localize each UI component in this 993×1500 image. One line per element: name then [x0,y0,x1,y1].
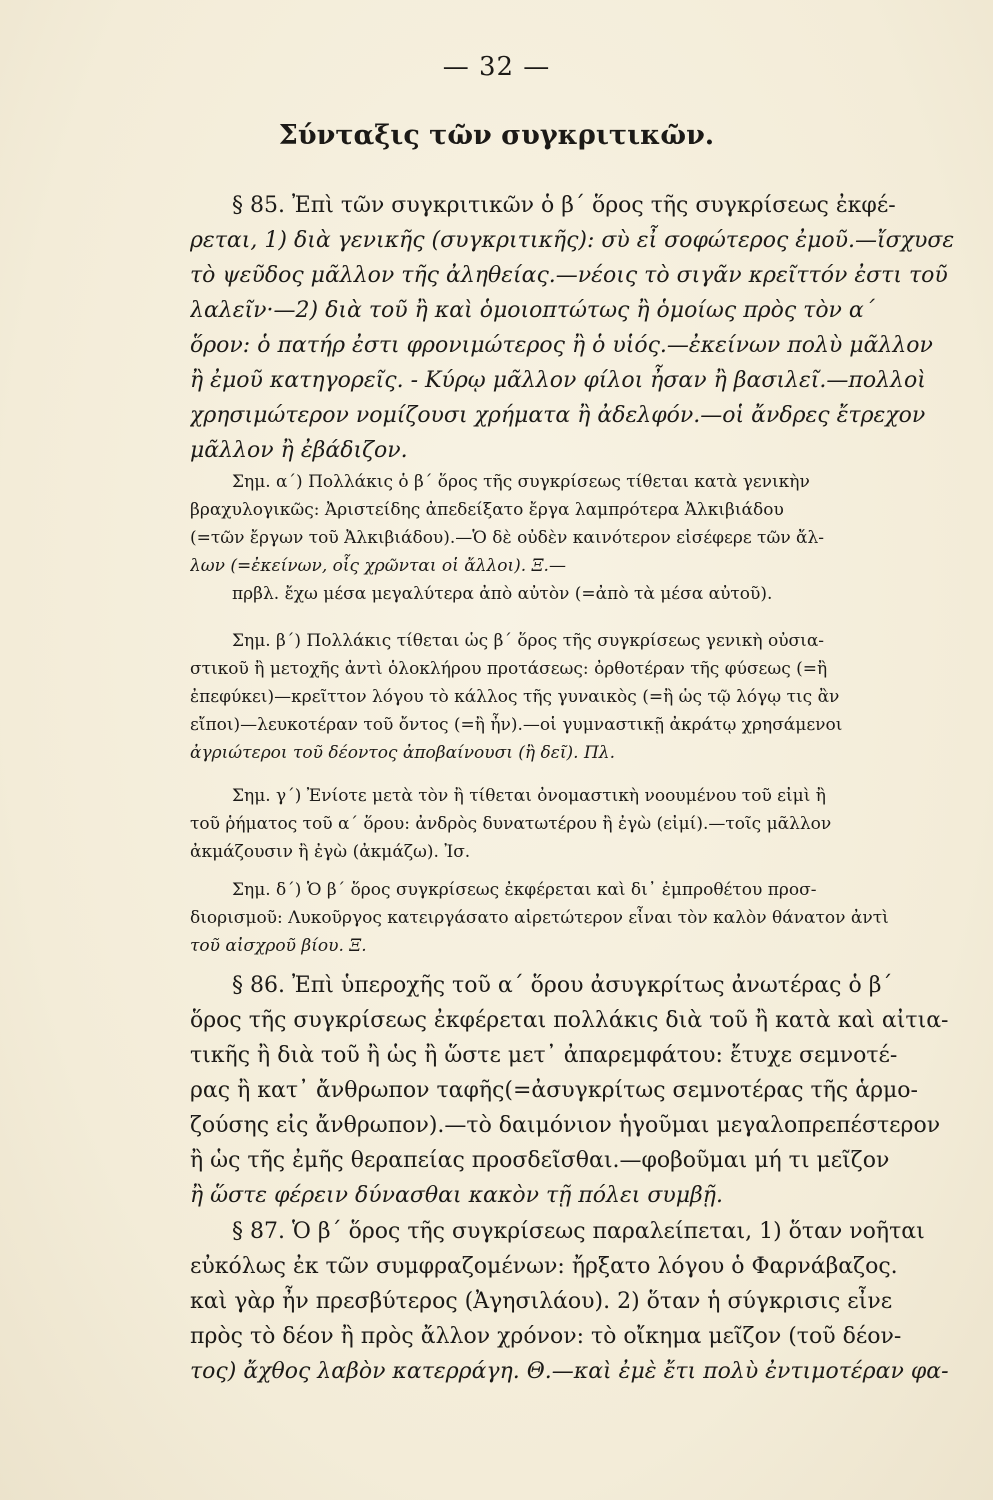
section-title: Σύνταξις τῶν συγκριτικῶν. [278,120,715,151]
paragraph-87 [190,1214,980,1389]
text-line: § 87. Ὁ β΄ ὅρος τῆς συγκρίσεως παραλείπεται, 1) ὅταν νοῆται [232,1219,925,1244]
text-line: Σημ. δ΄) Ὁ β΄ ὅρος συγκρίσεως ἐκφέρεται καὶ δι᾽ ἐμπροθέτου προσ- [232,880,817,900]
text-line: ὅρος τῆς συγκρίσεως ἐκφέρεται πολλάκις διὰ τοῦ ἢ κατὰ καὶ αἰτια- [190,1008,949,1033]
text-line: μᾶλλον ἢ ἐβάδιζον. [190,438,408,463]
text-line: στικοῦ ἢ μετοχῆς ἀντὶ ὁλοκλήρου προτάσεως: ὀρθοτέραν τῆς φύσεως (=ἢ [190,659,828,679]
note-delta [190,876,980,960]
text-line: ἢ ὡς τῆς ἐμῆς θεραπείας προσδεῖσθαι.—φοβοῦμαι μή τι μεῖζον [190,1148,890,1173]
text-line: ἐπεφύκει)—κρεῖττον λόγου τὸ κάλλος τῆς γυναικὸς (=ἢ ὡς τῷ λόγῳ τις ἂν [190,687,840,707]
text-line: εἴποι)—λευκοτέραν τοῦ ὄντος (=ἢ ἦν).—οἱ γυμναστικῇ ἀκράτῳ χρησάμενοι [190,715,843,735]
text-line: πρβλ. ἔχω μέσα μεγαλύτερα ἀπὸ αὐτὸν (=ἀπὸ τὰ μέσα αὐτοῦ). [232,584,773,604]
page-number: — 32 — [442,52,551,82]
note-beta [190,627,980,767]
paragraph-85 [190,188,980,468]
text-line: ἀγριώτεροι τοῦ δέοντος ἀποβαίνουσι (ἢ δεῖ). Πλ. [190,743,615,763]
text-line: λαλεῖν·—2) διὰ τοῦ ἢ καὶ ὁμοιοπτώτως ἢ ὁμοίως πρὸς τὸν α΄ [190,298,875,323]
text-line: Σημ. α΄) Πολλάκις ὁ β΄ ὅρος τῆς συγκρίσεως τίθεται κατὰ γενικὴν [232,472,810,492]
text-line: ἢ ὥστε φέρειν δύνασθαι κακὸν τῇ πόλει συμβῇ. [190,1183,723,1208]
text-line: τὸ ψεῦδος μᾶλλον τῆς ἀληθείας.—νέοις τὸ σιγᾶν κρεῖττόν ἐστι τοῦ [190,263,948,288]
text-line: καὶ γὰρ ἦν πρεσβύτερος (Ἀγησιλάου). 2) ὅταν ἡ σύγκρισις εἶνε [190,1289,893,1314]
text-line: ζούσης εἰς ἄνθρωπον).—τὸ δαιμόνιον ἡγοῦμαι μεγαλοπρεπέστερον [190,1113,941,1138]
note-alpha [190,468,980,608]
paragraph-86 [190,968,980,1213]
text-line: βραχυλογικῶς: Ἀριστείδης ἀπεδείξατο ἔργα λαμπρότερα Ἀλκιβιάδου [190,500,784,520]
text-line: χρησιμώτερον νομίζουσι χρήματα ἢ ἀδελφόν.—οἱ ἄνδρες ἔτρεχον [190,403,926,428]
text-line: (=τῶν ἔργων τοῦ Ἀλκιβιάδου).—Ὁ δὲ οὐδὲν καινότερον εἰσέφερε τῶν ἄλ- [190,528,825,548]
text-line: Σημ. β΄) Πολλάκις τίθεται ὡς β΄ ὅρος τῆς συγκρίσεως γενικὴ οὐσια- [232,631,825,651]
text-line: τος) ἄχθος λαβὸν κατερράγη. Θ.—καὶ ἐμὲ ἔτι πολὺ ἐντιμοτέραν φα- [190,1359,949,1384]
text-line: § 86. Ἐπὶ ὑπεροχῆς τοῦ α΄ ὅρου ἀσυγκρίτως ἀνωτέρας ὁ β΄ [232,973,893,998]
text-line: ρεται, 1) διὰ γενικῆς (συγκριτικῆς): σὺ εἶ σοφώτερος ἐμοῦ.—ἴσχυσε [190,228,955,253]
text-line: ρας ἢ κατ᾽ ἄνθρωπον ταφῆς(=ἀσυγκρίτως σεμνοτέρας τῆς ἁρμο- [190,1078,918,1103]
text-line: ὅρον: ὁ πατήρ ἐστι φρονιμώτερος ἢ ὁ υἱός.—ἐκείνων πολὺ μᾶλλον [190,333,933,358]
text-line: ἢ ἐμοῦ κατηγορεῖς. - Κύρῳ μᾶλλον φίλοι ἦσαν ἢ βασιλεῖ.—πολλοὶ [190,368,926,393]
note-gamma [190,782,980,866]
text-line: τοῦ αἰσχροῦ βίου. Ξ. [190,936,367,956]
text-line: τοῦ ῥήματος τοῦ α΄ ὅρου: ἀνδρὸς δυνατωτέρου ἢ ἐγὼ (εἰμί).—τοῖς μᾶλλον [190,814,832,834]
text-line: ἀκμάζουσιν ἢ ἐγὼ (ἀκμάζω). Ἰσ. [190,842,471,862]
text-line: Σημ. γ΄) Ἐνίοτε μετὰ τὸν ἢ τίθεται ὀνομαστικὴ νοουμένου τοῦ εἰμὶ ἢ [232,786,826,806]
text-line: πρὸς τὸ δέον ἢ πρὸς ἄλλον χρόνον: τὸ οἴκημα μεῖζον (τοῦ δέον- [190,1324,902,1349]
text-line: λων (=ἐκείνων, οἷς χρῶνται οἱ ἄλλοι). Ξ.— [190,556,566,576]
text-line: διορισμοῦ: Λυκοῦργος κατειργάσατο αἱρετώτερον εἶναι τὸν καλὸν θάνατον ἀντὶ [190,908,889,928]
text-line: εὐκόλως ἐκ τῶν συμφραζομένων: ἤρξατο λόγου ὁ Φαρνάβαζος. [190,1254,898,1279]
text-line: τικῆς ἢ διὰ τοῦ ἢ ὡς ἢ ὥστε μετ᾽ ἀπαρεμφάτου: ἔτυχε σεμνοτέ- [190,1043,898,1068]
text-line: § 85. Ἐπὶ τῶν συγκριτικῶν ὁ β΄ ὅρος τῆς συγκρίσεως ἐκφέ- [232,193,896,218]
